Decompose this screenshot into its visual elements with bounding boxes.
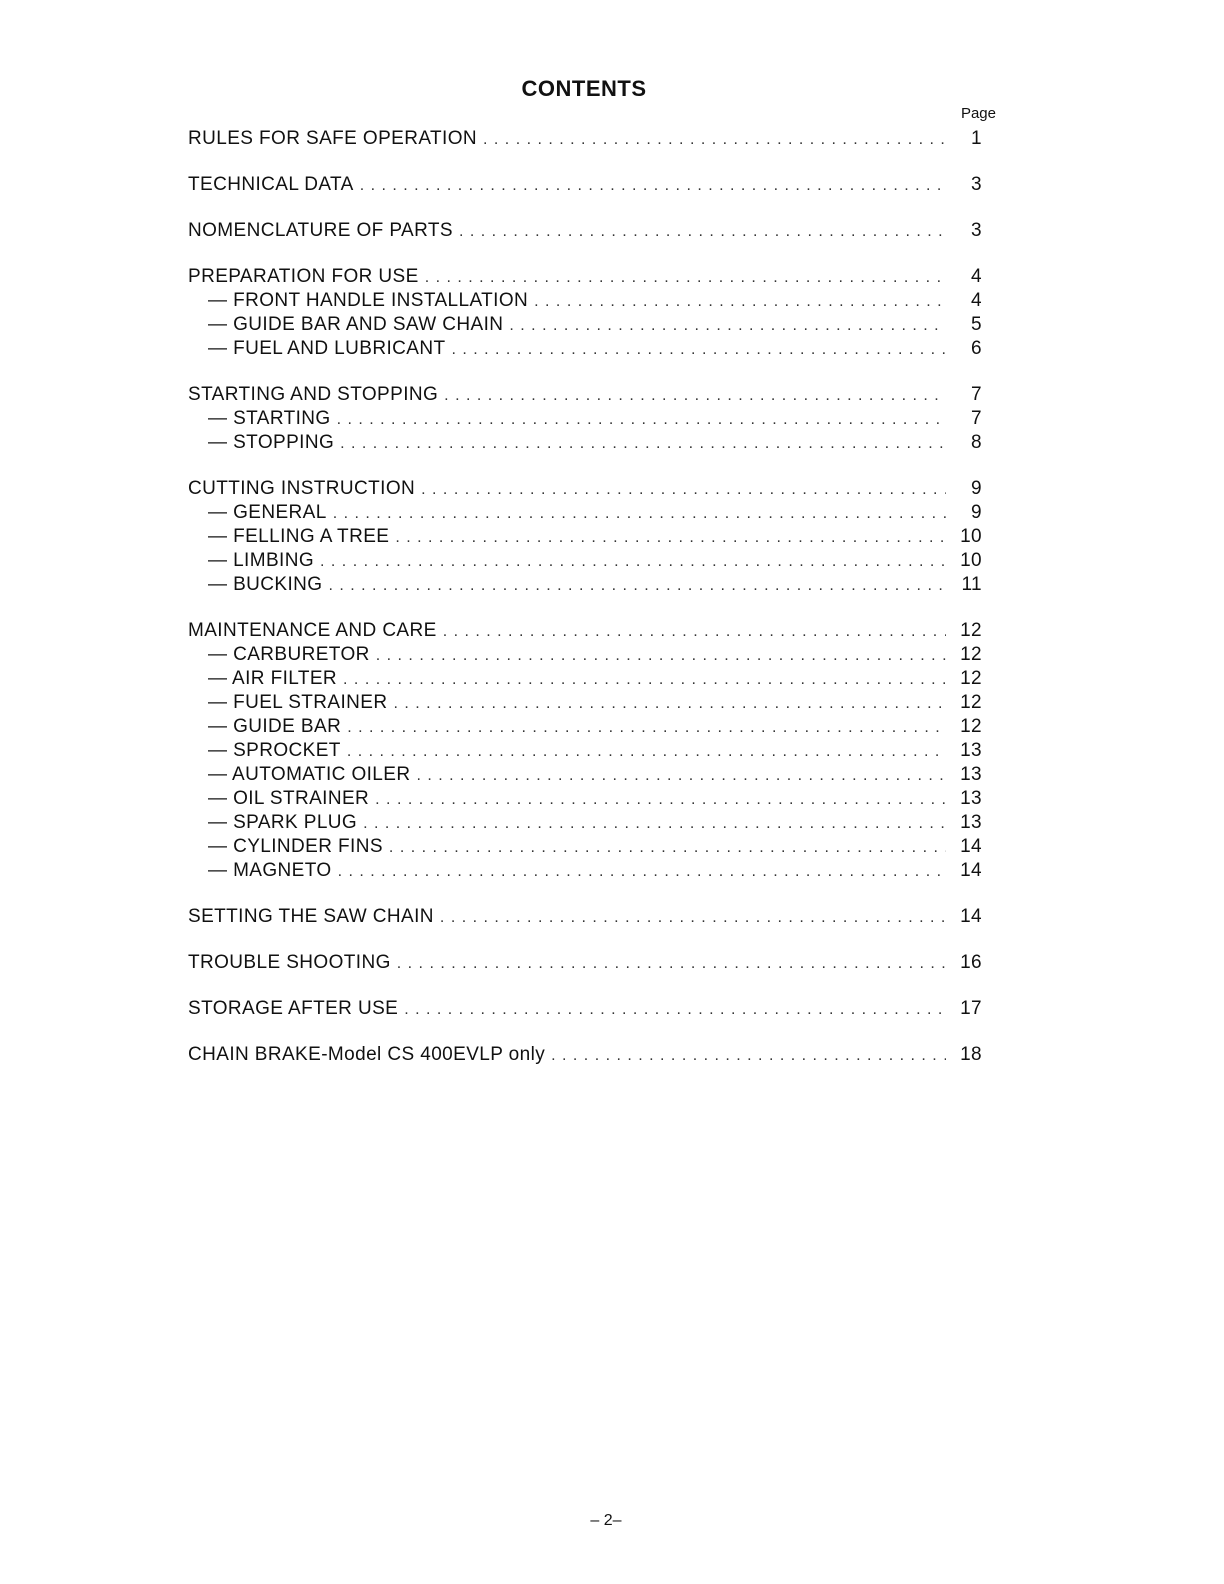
dot-leader [347,719,946,737]
toc-entry [188,220,982,244]
table-of-contents [188,128,982,1090]
toc-entry-label: — FUEL STRAINER [208,692,388,713]
dot-leader [421,481,946,499]
toc-entry [188,952,982,976]
toc-group [188,906,982,930]
toc-subentry [188,408,982,432]
toc-entry-label: — STOPPING [208,432,335,453]
toc-entry-page: 8 [971,432,982,453]
toc-subentry [188,502,982,526]
dot-leader [425,269,946,287]
toc-entry [188,620,982,644]
toc-subentry [188,740,982,764]
toc-entry-page: 13 [960,740,982,761]
dot-leader [444,387,946,405]
toc-entry [188,384,982,408]
toc-subentry [188,788,982,812]
toc-entry-page: 9 [971,502,982,523]
toc-subentry [188,338,982,362]
toc-entry-page: 13 [960,788,982,809]
toc-entry-page: 3 [971,174,982,195]
toc-entry-label: STARTING AND STOPPING [188,384,439,405]
toc-group [188,620,982,884]
toc-entry-label: — GUIDE BAR AND SAW CHAIN [208,314,504,335]
toc-entry-label: — LIMBING [208,550,315,571]
toc-entry-page: 12 [960,716,982,737]
dot-leader [440,909,946,927]
toc-subentry [188,668,982,692]
toc-entry-page: 4 [971,290,982,311]
dot-leader [340,435,946,453]
toc-entry-label: RULES FOR SAFE OPERATION [188,128,478,149]
toc-subentry [188,290,982,314]
toc-entry [188,128,982,152]
toc-entry-page: 12 [960,644,982,665]
dot-leader [483,131,946,149]
toc-entry-page: 16 [960,952,982,973]
dot-leader [404,1001,946,1019]
toc-entry [188,478,982,502]
toc-entry-page: 10 [960,550,982,571]
toc-entry-page: 3 [971,220,982,241]
toc-subentry [188,644,982,668]
toc-entry-page: 17 [960,998,982,1019]
dot-leader [534,293,946,311]
toc-entry-page: 14 [960,860,982,881]
dot-leader [328,577,946,595]
toc-group [188,128,982,152]
toc-entry-page: 7 [971,408,982,429]
toc-entry-page: 12 [960,620,982,641]
toc-subentry [188,764,982,788]
toc-entry-page: 13 [960,812,982,833]
toc-entry [188,266,982,290]
toc-group [188,384,982,456]
toc-entry-page: 14 [960,906,982,927]
toc-entry-page: 11 [961,574,982,595]
toc-entry-page: 4 [971,266,982,287]
toc-entry-page: 14 [960,836,982,857]
toc-entry-label: CHAIN BRAKE-Model CS 400EVLP only [188,1044,546,1065]
dot-leader [337,411,946,429]
toc-entry-label: CUTTING INSTRUCTION [188,478,416,499]
toc-subentry [188,812,982,836]
dot-leader [459,223,946,241]
toc-entry-label: TECHNICAL DATA [188,174,354,195]
toc-entry-label: — BUCKING [208,574,323,595]
toc-entry-page: 13 [960,764,982,785]
toc-entry [188,906,982,930]
toc-group [188,1044,982,1068]
toc-entry-page: 6 [971,338,982,359]
dot-leader [395,529,946,547]
dot-leader [320,553,946,571]
dot-leader [347,743,946,761]
toc-entry-page: 1 [971,128,982,149]
toc-entry-label: — GENERAL [208,502,327,523]
toc-entry-label: — OIL STRAINER [208,788,370,809]
toc-subentry [188,526,982,550]
dot-leader [509,317,946,335]
dot-leader [376,647,946,665]
toc-group [188,266,982,362]
dot-leader [551,1047,946,1065]
dot-leader [416,767,946,785]
toc-entry-label: — STARTING [208,408,331,429]
toc-entry-label: MAINTENANCE AND CARE [188,620,437,641]
toc-subentry [188,692,982,716]
toc-entry-label: — GUIDE BAR [208,716,342,737]
toc-entry-label: TROUBLE SHOOTING [188,952,391,973]
toc-group [188,174,982,198]
toc-entry-label: — FELLING A TREE [208,526,390,547]
dot-leader [333,505,946,523]
toc-entry [188,1044,982,1068]
toc-group [188,478,982,598]
toc-group [188,952,982,976]
toc-entry-label: — CARBURETOR [208,644,370,665]
toc-entry-label: — MAGNETO [208,860,332,881]
toc-entry-page: 18 [960,1044,982,1065]
toc-subentry [188,716,982,740]
dot-leader [389,839,946,857]
toc-group [188,220,982,244]
toc-entry-label: — AUTOMATIC OILER [208,764,411,785]
dot-leader [363,815,946,833]
toc-entry-label: — FUEL AND LUBRICANT [208,338,446,359]
toc-subentry [188,550,982,574]
toc-entry-label: — AIR FILTER [208,668,338,689]
toc-entry-label: — SPROCKET [208,740,341,761]
toc-entry-label: — SPARK PLUG [208,812,358,833]
toc-entry [188,998,982,1022]
dot-leader [451,341,946,359]
toc-entry [188,174,982,198]
dot-leader [360,177,946,195]
toc-entry-page: 12 [960,668,982,689]
toc-subentry [188,574,982,598]
toc-subentry [188,836,982,860]
toc-subentry [188,860,982,884]
page-number-footer: – 2– [590,1512,622,1529]
toc-entry-page: 7 [971,384,982,405]
toc-group [188,998,982,1022]
toc-entry-label: — FRONT HANDLE INSTALLATION [208,290,529,311]
dot-leader [397,955,946,973]
toc-entry-label: — CYLINDER FINS [208,836,383,857]
dot-leader [394,695,947,713]
toc-entry-label: SETTING THE SAW CHAIN [188,906,434,927]
dot-leader [343,671,946,689]
toc-subentry [188,432,982,456]
toc-entry-page: 10 [960,526,982,547]
toc-entry-label: NOMENCLATURE OF PARTS [188,220,453,241]
toc-entry-label: STORAGE AFTER USE [188,998,399,1019]
toc-entry-page: 5 [971,314,982,335]
page-column-label: Page [960,105,996,122]
toc-subentry [188,314,982,338]
toc-entry-page: 12 [960,692,982,713]
page-title: CONTENTS [521,76,647,101]
dot-leader [338,863,946,881]
dot-leader [375,791,946,809]
dot-leader [443,623,946,641]
toc-entry-page: 9 [971,478,982,499]
toc-entry-label: PREPARATION FOR USE [188,266,419,287]
